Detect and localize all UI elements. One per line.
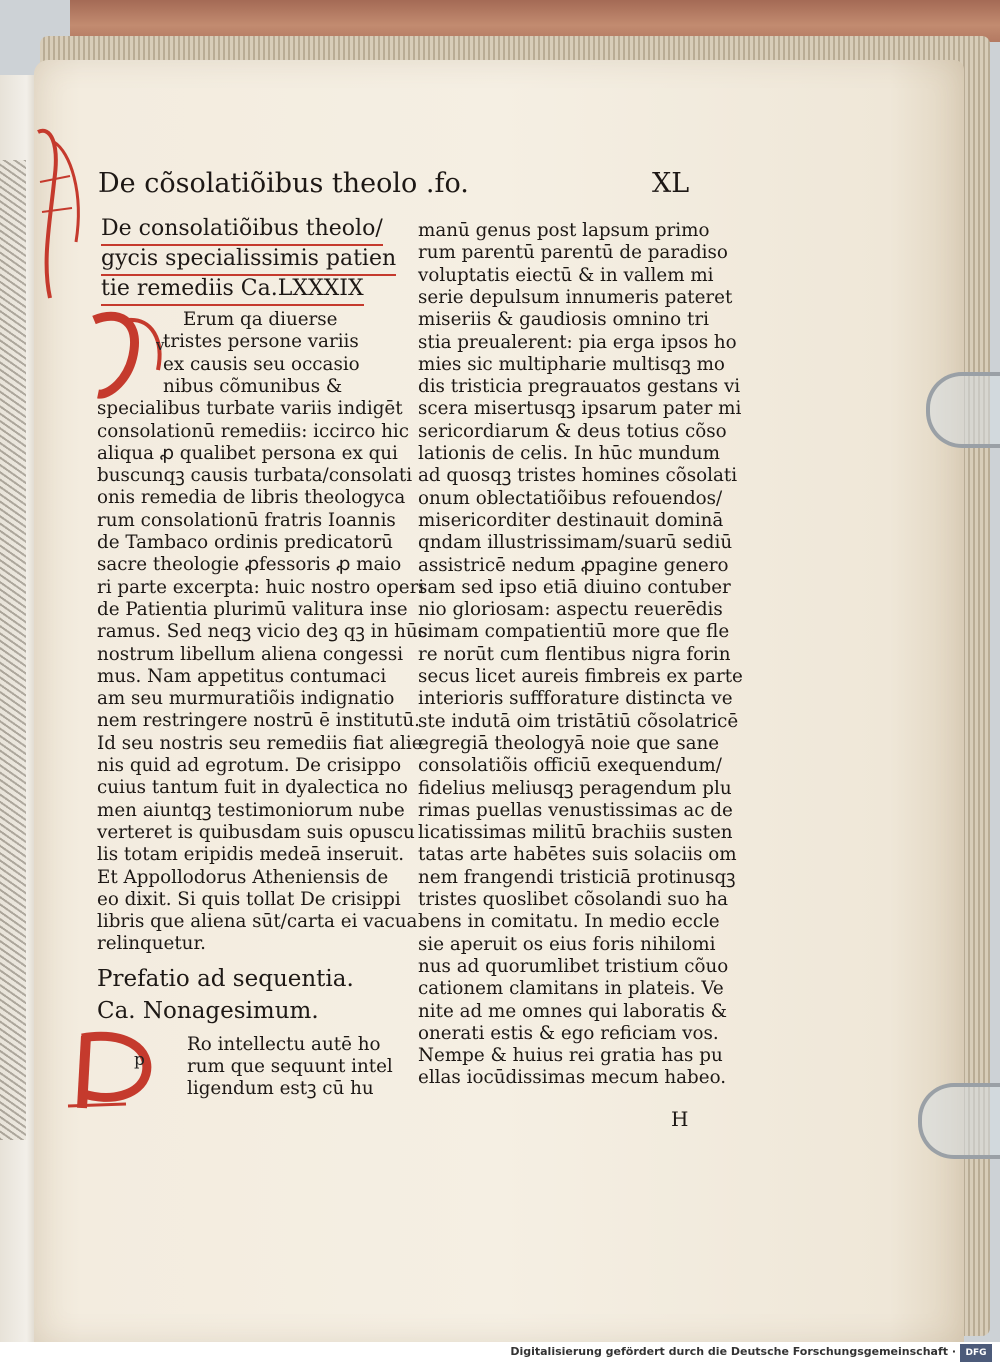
text-line: egregiā theologyā noie que sane — [418, 732, 720, 754]
red-initial-flourish — [30, 122, 90, 302]
prefatio-line-2: rum que sequunt intel — [187, 1056, 393, 1077]
text-line: am seu murmuratiõis indignatio — [97, 688, 395, 710]
text-line: relinquetur. — [97, 933, 206, 955]
text-line: ste indutā oim tristātiū cõsolatricē — [418, 710, 739, 732]
text-line: nus ad quorumlibet tristium cõuo — [418, 955, 729, 977]
text-line: voluptatis eiectū & in vallem mi — [418, 264, 714, 286]
text-line: cationem clamitans in plateis. Ve — [418, 978, 724, 1000]
text-line: verteret is quibusdam suis opuscu — [97, 821, 415, 843]
text-line: ex causis seu occasio — [163, 353, 360, 375]
text-line: tristes persone variis — [163, 331, 359, 353]
text-line: ad quosqꝫ tristes homines cõsolati — [418, 465, 738, 487]
text-line: nite ad me omnes qui laboratis & — [418, 1000, 727, 1022]
running-head: De cõsolatiõibus theolo .fo. — [98, 168, 469, 199]
text-line: mus. Nam appetitus contumaci — [97, 665, 387, 687]
page-clip-bottom — [918, 1083, 1000, 1159]
text-line: onum oblectatiõibus refouendos/ — [418, 487, 723, 509]
text-line: stia preualerent: pia erga ipsos ho — [418, 331, 737, 353]
left-page-woodcut — [0, 160, 26, 1140]
text-line: Id seu nostris seu remediis fiat alie — [97, 732, 423, 754]
text-line: misericorditer destinauit dominā — [418, 509, 724, 531]
text-line: scera misertusqꝫ ipsarum pater mi — [418, 398, 742, 420]
dfg-logo: DFG — [960, 1344, 992, 1362]
text-line: specialibus turbate variis indigēt — [97, 398, 403, 420]
text-line: sericordiarum & deus totius cõso — [418, 420, 727, 442]
text-line: ramus. Sed neqꝫ vicio deꝫ qꝫ in hūc — [97, 621, 428, 643]
text-line: miseriis & gaudiosis omnino tri — [418, 309, 709, 331]
text-line: aliqua ꝓ qualibet persona ex qui — [97, 442, 398, 464]
red-initial-v — [88, 310, 168, 400]
text-line: Erum qa diuerse — [183, 309, 338, 330]
text-line: bens in comitatu. In medio eccle — [418, 911, 720, 933]
text-line: rum parentū parentū de paradiso — [418, 242, 728, 264]
text-line: licatissimas militū brachiis susten — [418, 822, 733, 844]
text-line: rimas puellas venustissimas ac de — [418, 799, 733, 821]
text-line: secus licet aureis fimbreis ex parte — [418, 666, 743, 687]
text-line: simam compatientiū more que fle — [418, 621, 730, 643]
text-line: tatas arte habētes suis solaciis om — [418, 844, 737, 866]
chapter-heading-line-2: gycis specialissimis patien — [101, 244, 396, 276]
text-line: ellas iocūdissimas mecum habeo. — [418, 1067, 727, 1089]
text-line: sam sed ipso etiā diuino contuber — [418, 576, 731, 598]
text-line: eo dixit. Si quis tollat De crisippi — [97, 888, 401, 910]
text-line: nio gloriosam: aspectu reuerēdis — [418, 599, 723, 621]
text-line: manū genus post lapsum primo — [418, 220, 710, 241]
prefatio-heading: Prefatio ad sequentia. — [97, 966, 354, 992]
folio-number: XL — [652, 168, 690, 199]
guide-letter-p: p — [134, 1050, 145, 1070]
footer-bar — [0, 1342, 1000, 1365]
text-line: nibus cõmunibus & — [163, 375, 343, 397]
text-line: libris que aliena sūt/carta ei vacua — [97, 911, 418, 933]
text-line: rum consolationū fratris Ioannis — [97, 509, 396, 531]
text-line: tristes quoslibet cõsolandi suo ha — [418, 889, 729, 910]
prefatio-line-3: ligendum estꝫ cū hu — [187, 1078, 374, 1099]
signature-mark: H — [671, 1107, 689, 1131]
text-line: sacre theologie ꝓfessoris ꝓ maio — [97, 554, 402, 576]
text-line: consolatiõis officiū exequendum/ — [418, 755, 722, 777]
text-line: ri parte excerpta: huic nostro operi — [97, 576, 425, 598]
text-line: de Patientia plurimū valitura inse — [97, 598, 408, 620]
text-line: Nempe & huius rei gratia has pu — [418, 1045, 723, 1067]
text-line: lis totam eripidis medeā inseruit. — [97, 844, 405, 866]
text-line: onis remedia de libris theologyca — [97, 487, 406, 509]
prefatio-chapter: Ca. Nonagesimum. — [97, 998, 319, 1024]
text-line: sie aperuit os eius foris nihilomi — [418, 933, 716, 955]
text-line: nostrum libellum aliena congessi — [97, 643, 404, 665]
red-initial-p — [66, 1030, 156, 1112]
text-line: de Tambaco ordinis predicatorū — [97, 532, 393, 553]
chapter-heading-line-3: tie remediis Ca.LXXXIX — [101, 274, 364, 306]
text-line: dis tristicia pregrauatos gestans vi — [418, 376, 741, 398]
text-line: lationis de celis. In hūc mundum — [418, 443, 720, 464]
text-line: cuius tantum fuit in dyalectica no — [97, 777, 408, 799]
text-line: consolationū remediis: iccirco hic — [97, 420, 409, 442]
text-line: fidelius meliusqꝫ peragendum plu — [418, 777, 732, 799]
chapter-heading-line-1: De consolatiõibus theolo/ — [101, 214, 383, 246]
text-line: interioris suffforature distincta ve — [418, 688, 733, 710]
text-line: men aiuntqꝫ testimoniorum nube — [97, 799, 405, 821]
text-line: nem frangendi tristiciā protinusqꝫ — [418, 866, 736, 888]
text-line: Et Appollodorus Atheniensis de — [97, 866, 389, 888]
text-line: assistricē nedum ꝓpagine genero — [418, 554, 729, 576]
prefatio-line-1: Ro intellectu autē ho — [187, 1034, 381, 1055]
text-line: nem restringere nostrū ē institutū. — [97, 710, 420, 732]
text-line: mies sic multipharie multisqꝫ mo — [418, 353, 725, 375]
text-line: onerati estis & ego reficiam vos. — [418, 1022, 719, 1044]
text-line: serie depulsum innumeris pateret — [418, 286, 733, 308]
text-line: re norūt cum flentibus nigra forin — [418, 643, 731, 665]
page-clip-top — [926, 372, 1000, 448]
text-line: buscunqꝫ causis turbata/consolati — [97, 465, 413, 487]
text-line: qndam illustrissimam/suarū sediū — [418, 532, 733, 554]
funding-credit: Digitalisierung gefördert durch die Deutsche Forschungsgemeinschaft · — [510, 1345, 956, 1358]
text-line: nis quid ad egrotum. De crisippo — [97, 755, 402, 776]
guide-letter-v: v — [156, 336, 165, 354]
